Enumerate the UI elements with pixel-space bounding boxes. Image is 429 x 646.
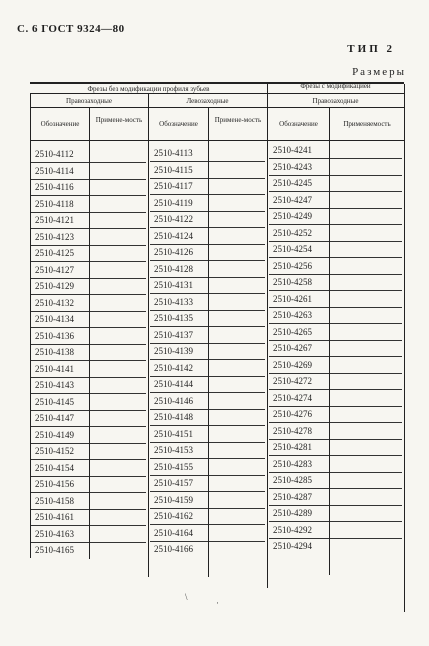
table-cell-designation: 2510-4263	[273, 310, 312, 320]
table-cell-designation: 2510-4146	[154, 395, 193, 406]
application-cell-line	[90, 162, 146, 163]
application-cell-line	[90, 492, 146, 493]
application-cell-line	[90, 261, 146, 262]
table-cell-designation: 2510-4289	[273, 508, 312, 518]
table-cell-designation: 2510-4142	[154, 362, 193, 373]
table-cell-designation: 2510-4283	[273, 458, 312, 469]
application-cell-line	[90, 410, 146, 411]
table-cell-designation: 2510-4113	[154, 148, 193, 158]
application-cell-line	[330, 323, 402, 324]
col-header-designation: Обозначение	[159, 120, 198, 128]
application-cell-line	[330, 241, 402, 242]
application-cell-line	[209, 194, 265, 195]
table-cell-designation: 2510-4112	[35, 149, 74, 159]
table-cell-designation: 2510-4156	[35, 479, 74, 489]
application-cell-line	[209, 541, 265, 542]
application-cell-line	[209, 310, 265, 311]
table-cell-designation: 2510-4281	[273, 442, 312, 452]
application-cell-line	[330, 505, 402, 506]
table-cell-designation: 2510-4265	[273, 326, 312, 337]
type-label: ТИП 2	[347, 43, 395, 55]
table-cell-designation: 2510-4116	[35, 182, 74, 192]
group-header-mod: Фрезы с модификацией	[300, 82, 371, 90]
application-cell-line	[330, 158, 402, 159]
table-cell-designation: 2510-4117	[154, 181, 193, 191]
table-cell-designation: 2510-4247	[273, 194, 312, 205]
table-cell-designation: 2510-4157	[154, 478, 193, 488]
section-label: Размеры	[352, 66, 406, 78]
table-cell-designation: 2510-4249	[273, 211, 312, 221]
application-cell-line	[330, 538, 402, 539]
application-cell-line	[209, 343, 265, 344]
application-cell-line	[90, 311, 146, 312]
application-cell-line	[209, 376, 265, 377]
application-cell-line	[90, 245, 146, 246]
application-cell-line	[330, 257, 402, 258]
table-cell-designation: 2510-4137	[154, 329, 193, 340]
table-cell-designation: 2510-4243	[273, 161, 312, 172]
application-cell-line	[209, 491, 265, 492]
application-cell-line	[330, 224, 402, 225]
col-divider	[267, 84, 268, 588]
application-cell-line	[209, 392, 265, 393]
table-cell-designation: 2510-4164	[154, 527, 193, 538]
table-cell-designation: 2510-4153	[154, 445, 193, 455]
table-cell-designation: 2510-4166	[154, 544, 193, 554]
application-cell-line	[330, 290, 402, 291]
table-cell-designation: 2510-4274	[273, 392, 312, 403]
application-cell-line	[330, 472, 402, 473]
application-cell-line	[209, 326, 265, 327]
table-cell-designation: 2510-4133	[154, 296, 193, 307]
table-cell-designation: 2510-4163	[35, 528, 74, 539]
subgroup-rule	[30, 107, 404, 108]
application-cell-line	[330, 274, 402, 275]
application-cell-line	[90, 542, 146, 543]
application-cell-line	[90, 360, 146, 361]
group-rule	[30, 93, 404, 94]
table-cell-designation: 2510-4292	[273, 524, 312, 535]
table-cell-designation: 2510-4159	[154, 494, 193, 505]
group-header-no-mod: Фрезы без модификации профиля зубьев	[87, 85, 210, 93]
application-cell-line	[90, 509, 146, 510]
table-cell-designation: 2510-4126	[154, 247, 193, 257]
table-cell-designation: 2510-4115	[154, 164, 193, 175]
table-cell-designation: 2510-4269	[273, 359, 312, 370]
application-cell-line	[330, 175, 402, 176]
application-cell-line	[209, 260, 265, 261]
application-cell-line	[209, 425, 265, 426]
application-cell-line	[90, 212, 146, 213]
table-cell-designation: 2510-4267	[273, 343, 312, 353]
application-cell-line	[330, 191, 402, 192]
application-cell-line	[90, 327, 146, 328]
table-cell-designation: 2510-4135	[154, 313, 193, 323]
table-cell-designation: 2510-4272	[273, 376, 312, 386]
header-bottom-rule	[30, 140, 404, 141]
table-cell-designation: 2510-4258	[273, 277, 312, 287]
application-cell-line	[90, 377, 146, 378]
table-cell-designation: 2510-4139	[154, 346, 193, 356]
application-cell-line	[330, 439, 402, 440]
application-cell-line	[209, 524, 265, 525]
application-cell-line	[90, 179, 146, 180]
table-cell-designation: 2510-4132	[35, 297, 74, 308]
application-cell-line	[90, 294, 146, 295]
table-cell-designation: 2510-4128	[154, 263, 193, 274]
application-cell-line	[330, 406, 402, 407]
application-cell-line	[330, 208, 402, 209]
page-ref: С. 6 ГОСТ 9324—80	[17, 23, 125, 35]
application-cell-line	[330, 389, 402, 390]
application-cell-line	[209, 277, 265, 278]
table-cell-designation: 2510-4145	[35, 396, 74, 407]
table-cell-designation: 2510-4241	[273, 145, 312, 155]
application-cell-line	[330, 488, 402, 489]
application-cell-line	[90, 476, 146, 477]
table-cell-designation: 2510-4285	[273, 475, 312, 485]
application-cell-line	[330, 356, 402, 357]
table-cell-designation: 2510-4152	[35, 446, 74, 456]
application-cell-line	[330, 521, 402, 522]
col-header-application-full: Применяемость	[343, 120, 391, 128]
application-cell-line	[90, 443, 146, 444]
application-cell-line	[90, 344, 146, 345]
application-cell-line	[209, 442, 265, 443]
table-cell-designation: 2510-4276	[273, 409, 312, 419]
table-cell-designation: 2510-4143	[35, 380, 74, 390]
table-cell-designation: 2510-4144	[154, 379, 193, 389]
application-cell-line	[330, 455, 402, 456]
col-header-designation: Обозначение	[40, 120, 80, 128]
table-cell-designation: 2510-4161	[35, 512, 74, 522]
application-cell-line	[90, 459, 146, 460]
col-header-application: Примене-мость	[95, 116, 143, 124]
application-cell-line	[209, 458, 265, 459]
application-cell-line	[209, 178, 265, 179]
application-cell-line	[209, 244, 265, 245]
application-cell-line	[90, 228, 146, 229]
application-cell-line	[209, 211, 265, 212]
table-cell-designation: 2510-4158	[35, 495, 74, 506]
table-cell-designation: 2510-4165	[35, 545, 74, 555]
application-cell-line	[330, 422, 402, 423]
table-cell-designation: 2510-4123	[35, 231, 74, 242]
table-cell-designation: 2510-4245	[273, 178, 312, 188]
col-divider	[404, 84, 405, 612]
table-cell-designation: 2510-4118	[35, 198, 74, 209]
application-cell-line	[209, 161, 265, 162]
application-cell-line	[209, 409, 265, 410]
table-cell-designation: 2510-4256	[273, 260, 312, 271]
application-cell-line	[90, 525, 146, 526]
application-cell-line	[330, 307, 402, 308]
table-cell-designation: 2510-4131	[154, 280, 193, 290]
table-cell-designation: 2510-4121	[35, 215, 74, 225]
col-header-application: Примене-мость	[214, 116, 262, 124]
table-cell-designation: 2510-4147	[35, 413, 74, 423]
col-header-designation: Обозначение	[279, 120, 318, 128]
table-cell-designation: 2510-4114	[35, 165, 74, 176]
application-cell-line	[330, 373, 402, 374]
application-cell-line	[209, 508, 265, 509]
table-cell-designation: 2510-4141	[35, 363, 74, 374]
table-cell-designation: 2510-4162	[154, 511, 193, 521]
scan-mark: ·	[216, 598, 219, 608]
subgroup-left-hand: Левозаходные	[186, 97, 229, 105]
table-cell-designation: 2510-4155	[154, 461, 193, 472]
table-cell-designation: 2510-4125	[35, 248, 74, 258]
table-cell-designation: 2510-4124	[154, 230, 193, 241]
application-cell-line	[209, 227, 265, 228]
table-cell-designation: 2510-4136	[35, 330, 74, 341]
table-cell-designation: 2510-4127	[35, 264, 74, 275]
table-cell-designation: 2510-4119	[154, 197, 193, 208]
table-cell-designation: 2510-4254	[273, 244, 312, 254]
application-cell-line	[209, 475, 265, 476]
table-cell-designation: 2510-4122	[154, 214, 193, 224]
application-cell-line	[90, 393, 146, 394]
col-divider	[148, 93, 149, 577]
table-cell-designation: 2510-4138	[35, 347, 74, 357]
application-cell-line	[90, 278, 146, 279]
scan-mark: \	[185, 592, 188, 602]
table-cell-designation: 2510-4149	[35, 429, 74, 440]
table-cell-designation: 2510-4154	[35, 462, 74, 473]
table-cell-designation: 2510-4129	[35, 281, 74, 291]
table-cell-designation: 2510-4261	[273, 293, 312, 304]
table-cell-designation: 2510-4148	[154, 412, 193, 422]
application-cell-line	[90, 426, 146, 427]
application-cell-line	[330, 340, 402, 341]
table-cell-designation: 2510-4252	[273, 227, 312, 238]
application-cell-line	[209, 293, 265, 294]
application-cell-line	[209, 359, 265, 360]
table-cell-designation: 2510-4287	[273, 491, 312, 502]
application-cell-line	[90, 195, 146, 196]
subgroup-right-hand-mod: Правозаходные	[312, 97, 359, 105]
table-cell-designation: 2510-4151	[154, 428, 193, 439]
table-cell-designation: 2510-4294	[273, 541, 312, 551]
table-cell-designation: 2510-4278	[273, 425, 312, 436]
subgroup-right-hand: Правозаходные	[66, 97, 112, 105]
table-cell-designation: 2510-4134	[35, 314, 74, 324]
